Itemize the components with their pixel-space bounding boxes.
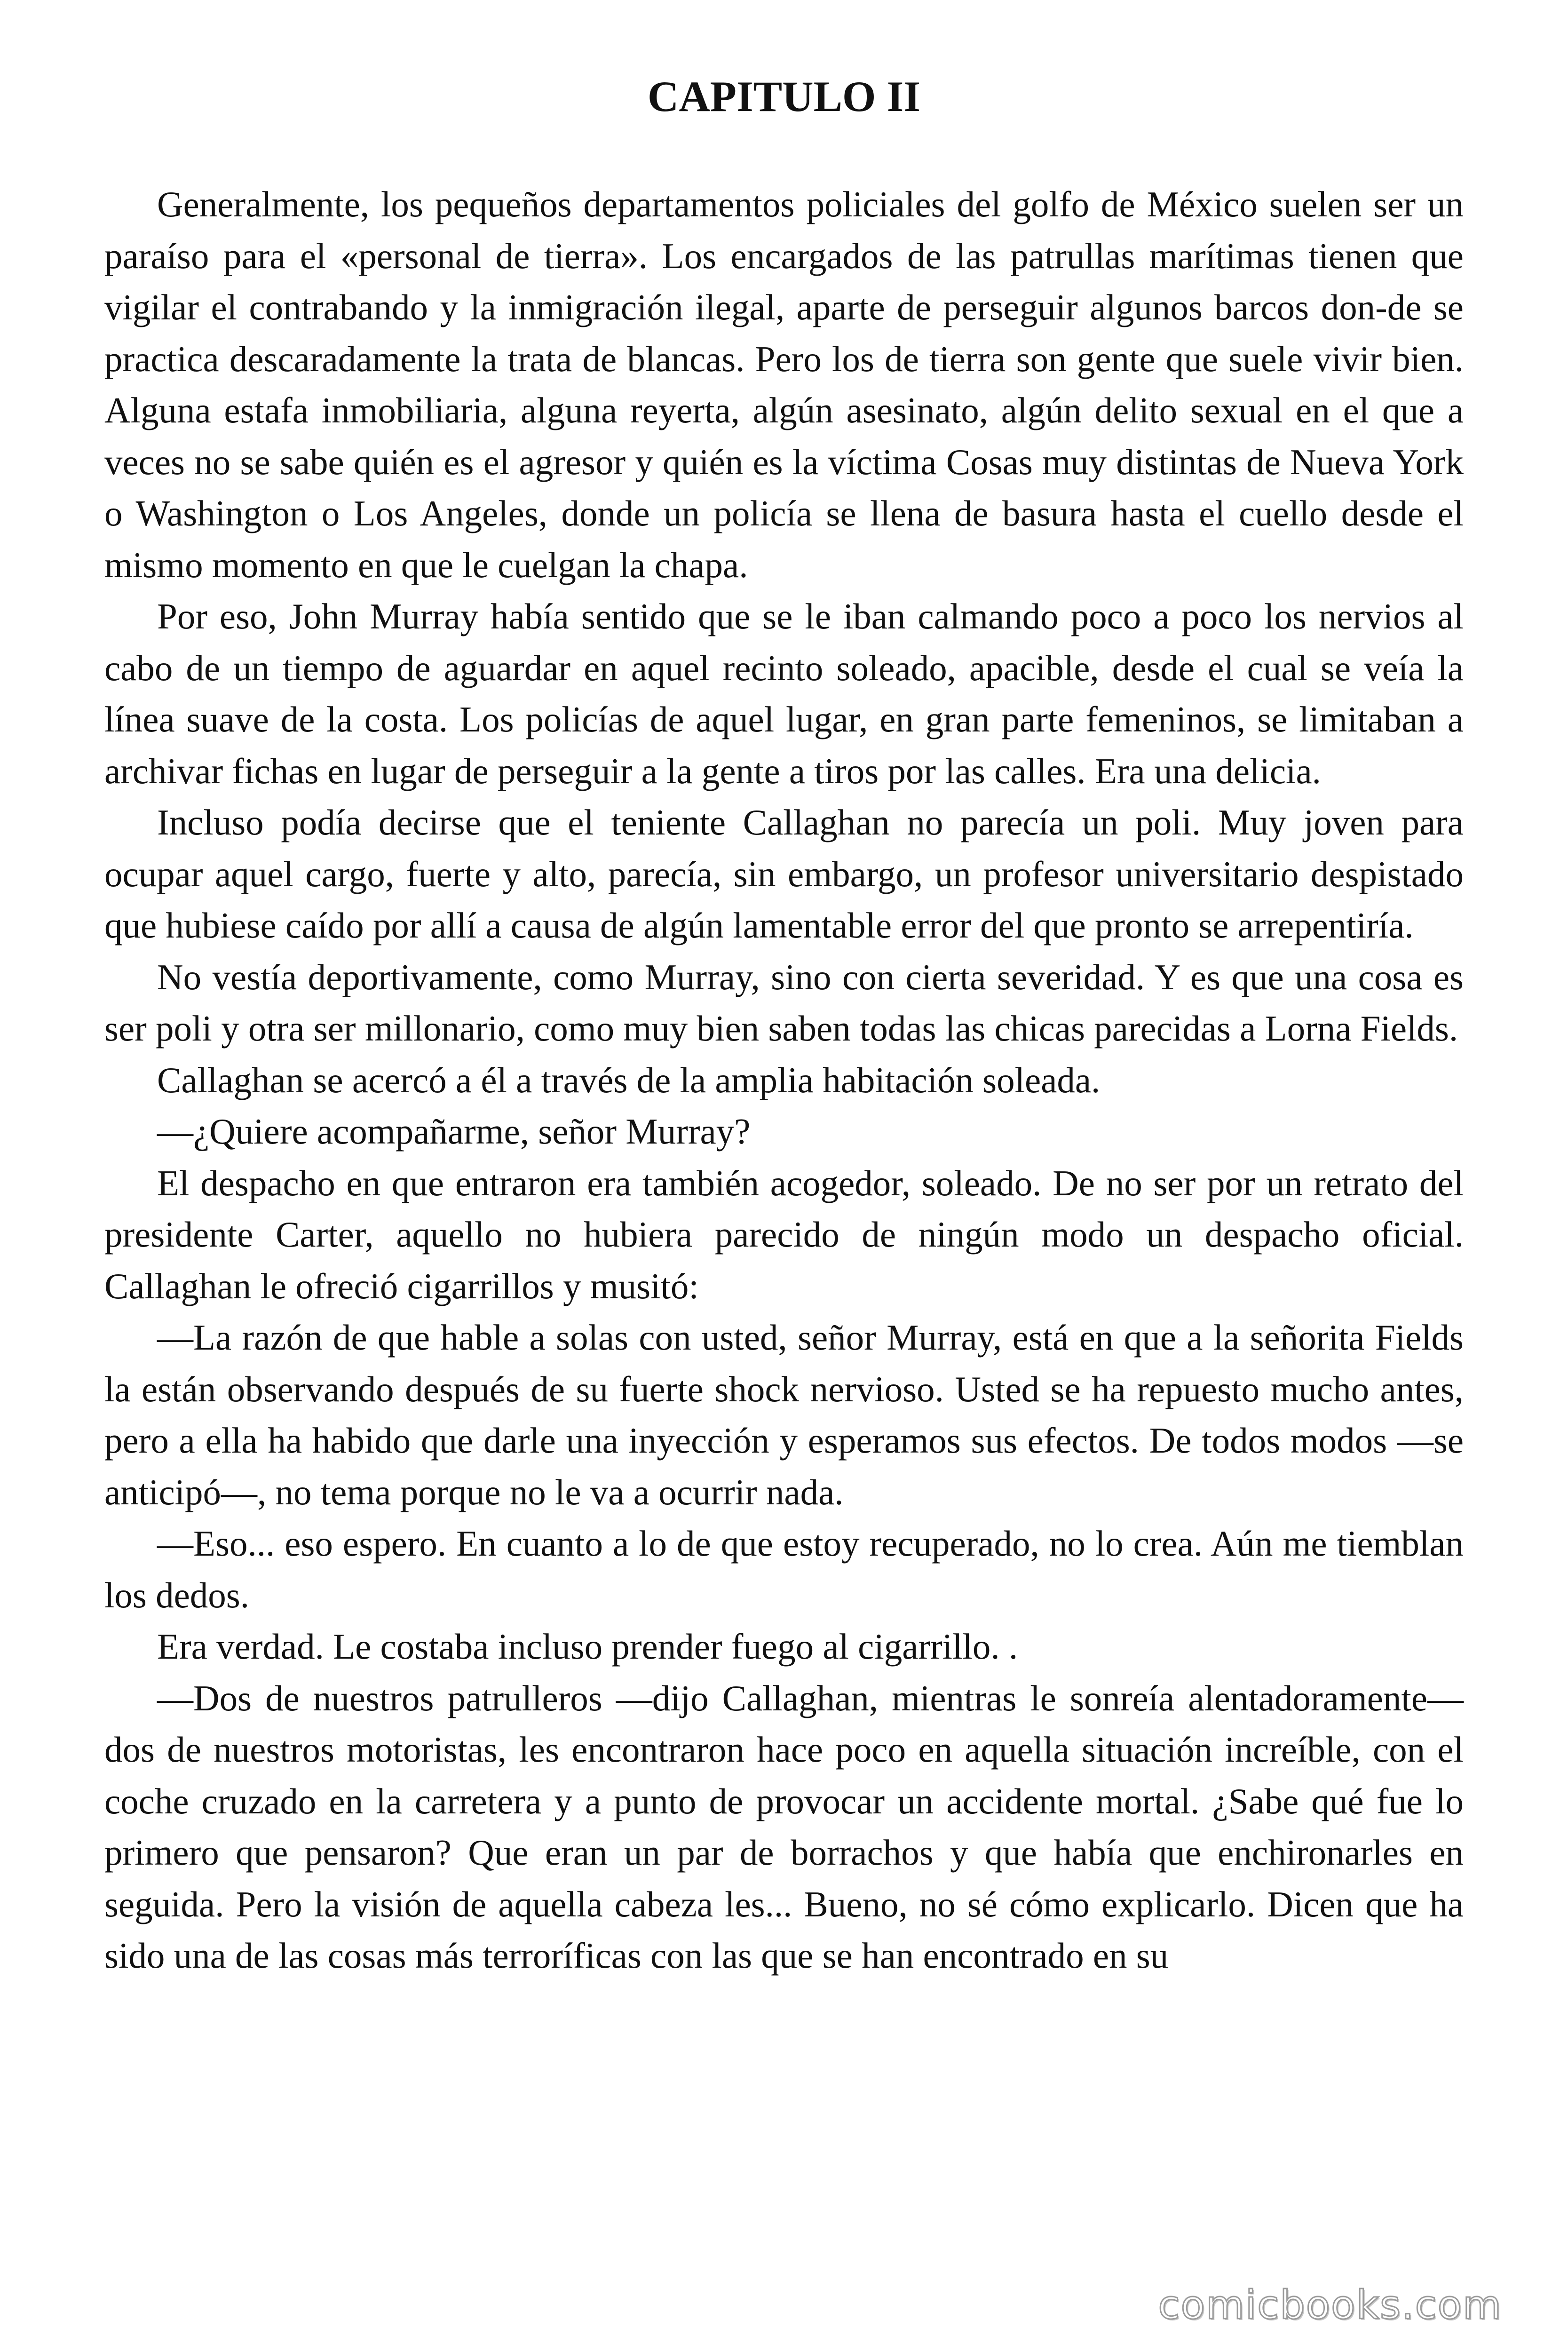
paragraph: Incluso podía decirse que el teniente Callaghan no parecía un poli. Muy joven para ocupar aquel cargo, fuerte y alto, parecía, sin embargo, un profesor universitario despistado que hubiese caído por allí a causa de algún lamentable error del que pronto se arrepentiría. [104, 802, 1464, 946]
dialogue-line: —Dos de nuestros patrulleros —dijo Callaghan, mientras le sonreía alentadoramente— dos de nuestros motoristas, les encontraron hace poco en aquella situación increíble, con el coche cruzado en la carretera y a punto de provocar un accidente mortal. ¿Sabe qué fue lo primero que pensaron? Que eran un par de borrachos y que había que enchironarles en seguida. Pero la visión de aquella cabeza les... Bueno, no sé cómo explicarlo. Dicen que ha sido una de las cosas más terroríficas con las que se han encontrado en su [104, 1677, 1464, 1976]
paragraph: Era verdad. Le costaba incluso prender fuego al cigarrillo. . [157, 1626, 1018, 1667]
watermark: comicbooks.com [1158, 2282, 1502, 2328]
paragraph: Generalmente, los pequeños departamentos policiales del golfo de México suelen ser un paraíso para el «personal de tierra». Los encargados de las patrullas marítimas tienen que vigilar el contrabando y la inmigración ilegal, aparte de perseguir algunos barcos don-de se practica descaradamente la trata de blancas. Pero los de tierra son gente que suele vivir bien. Alguna estafa inmobiliaria, alguna reyerta, algún asesinato, algún delito sexual en el que a veces no se sabe quién es el agresor y quién es la víctima Cosas muy distintas de Nueva York o Washington o Los Angeles, donde un policía se llena de basura hasta el cuello desde el mismo momento en que le cuelgan la chapa. [104, 184, 1464, 585]
dialogue-line: —Eso... eso espero. En cuanto a lo de que estoy recuperado, no lo crea. Aún me tiemblan los dedos. [104, 1523, 1464, 1615]
body-text [104, 179, 1464, 1982]
dialogue-line: —¿Quiere acompañarme, señor Murray? [157, 1111, 751, 1152]
paragraph: Callaghan se acercó a él a través de la amplia habitación soleada. [157, 1059, 1101, 1100]
chapter-title: CAPITULO II [647, 72, 921, 120]
paragraph: Por eso, John Murray había sentido que se le iban calmando poco a poco los nervios al cabo de un tiempo de aguardar en aquel recinto soleado, apacible, desde el cual se veía la línea suave de la costa. Los policías de aquel lugar, en gran parte femeninos, se limitaban a archivar fichas en lugar de perseguir a la gente a tiros por las calles. Era una delicia. [104, 596, 1464, 791]
dialogue-line: —La razón de que hable a solas con usted, señor Murray, está en que a la señorita Fields la están observando después de su fuerte shock nervioso. Usted se ha repuesto mucho antes, pero a ella ha habido que darle una inyección y esperamos sus efectos. De todos modos —se anticipó—, no tema porque no le va a ocurrir nada. [104, 1317, 1464, 1512]
paragraph: No vestía deportivamente, como Murray, sino con cierta severidad. Y es que una cosa es ser poli y otra ser millonario, como muy bien saben todas las chicas parecidas a Lorna Fields. [104, 956, 1464, 1049]
paragraph: El despacho en que entraron era también acogedor, soleado. De no ser por un retrato del presidente Carter, aquello no hubiera parecido de ningún modo un despacho oficial. Callaghan le ofreció cigarrillos y musitó: [104, 1162, 1464, 1306]
